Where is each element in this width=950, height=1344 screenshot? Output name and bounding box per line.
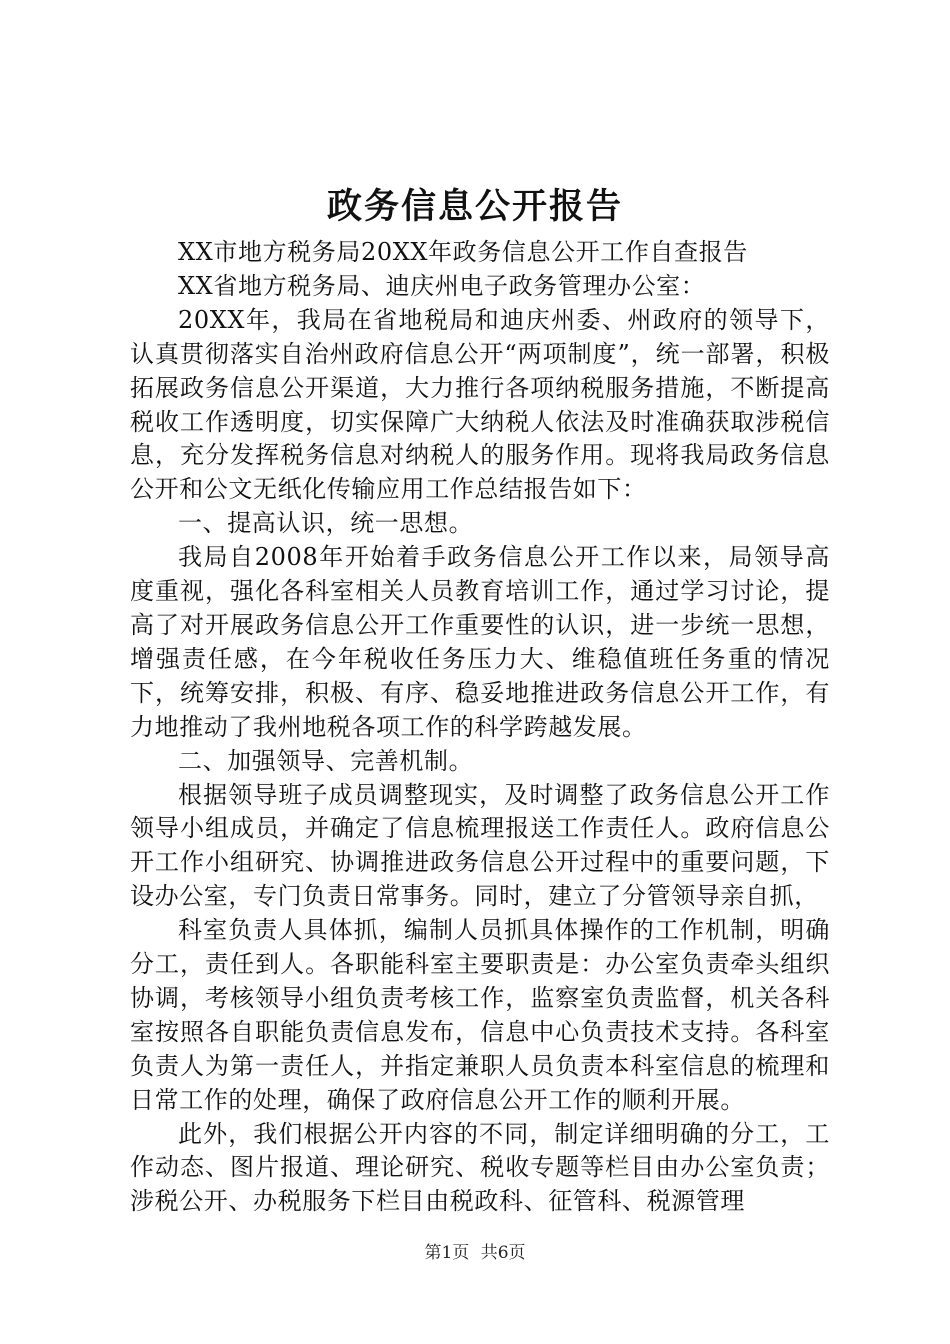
salutation: XX省地方税务局、迪庆州电子政务管理办公室： [178, 271, 706, 300]
page-footer [0, 1240, 950, 1266]
report-subtitle: XX市地方税务局20XX年政务信息公开工作自查报告 [178, 238, 748, 266]
page-total: 共6页 [480, 1243, 526, 1263]
page-number: 第1页 [424, 1243, 470, 1263]
document-body [130, 236, 830, 1219]
section-2-paragraph-3: 此外，我们根据公开内容的不同，制定详细明确的分工，工作动态、图片报道、理论研究、税收专题等栏目由办公室负责；涉税公开、办税服务下栏目由税政科、征管科、税源管理 [130, 1119, 830, 1216]
intro-paragraph: 20XX年，我局在省地税局和迪庆州委、州政府的领导下，认真贯彻落实自治州政府信息公开“两项制度”，统一部署，积极拓展政务信息公开渠道，大力推行各项纳税服务措施，不断提高税收工作透明度，切实保障广大纳税人依法及时准确获取涉税信息，充分发挥税务信息对纳税人的服务作用。现将我局政务信息公开和公文无纸化传输应用工作总结报告如下： [130, 305, 830, 504]
document-title: 政务信息公开报告 [326, 186, 623, 227]
section-heading-2: 二、加强领导、完善机制。 [178, 746, 474, 775]
section-2-paragraph-1: 根据领导班子成员调整现实，及时调整了政务信息公开工作领导小组成员，并确定了信息梳理报送工作责任人。政府信息公开工作小组研究、协调推进政务信息公开过程中的重要问题，下设办公室，专门负责日常事务。同时，建立了分管领导亲自抓， [130, 780, 830, 911]
section-2-paragraph-2: 科室负责人具体抓，编制人员抓具体操作的工作机制，明确分工，责任到人。各职能科室主要职责是：办公室负责牵头组织协调，考核领导小组负责考核工作，监察室负责监督，机关各科室按照各自职能负责信息发布，信息中心负责技术支持。各科室负责人为第一责任人，并指定兼职人员负责本科室信息的梳理和日常工作的处理，确保了政府信息公开工作的顺利开展。 [130, 916, 830, 1114]
section-heading-1: 一、提高认识，统一思想。 [178, 509, 474, 538]
section-1-paragraph: 我局自2008年开始着手政务信息公开工作以来，局领导高度重视，强化各科室相关人员教育培训工作，通过学习讨论，提高了对开展政务信息公开工作重要性的认识，进一步统一思想，增强责任感，在今年税收任务压力大、维稳值班任务重的情况下，统筹安排，积极、有序、稳妥地推进政务信息公开工作，有力地推动了我州地税各项工作的科学跨越发展。 [130, 543, 830, 741]
